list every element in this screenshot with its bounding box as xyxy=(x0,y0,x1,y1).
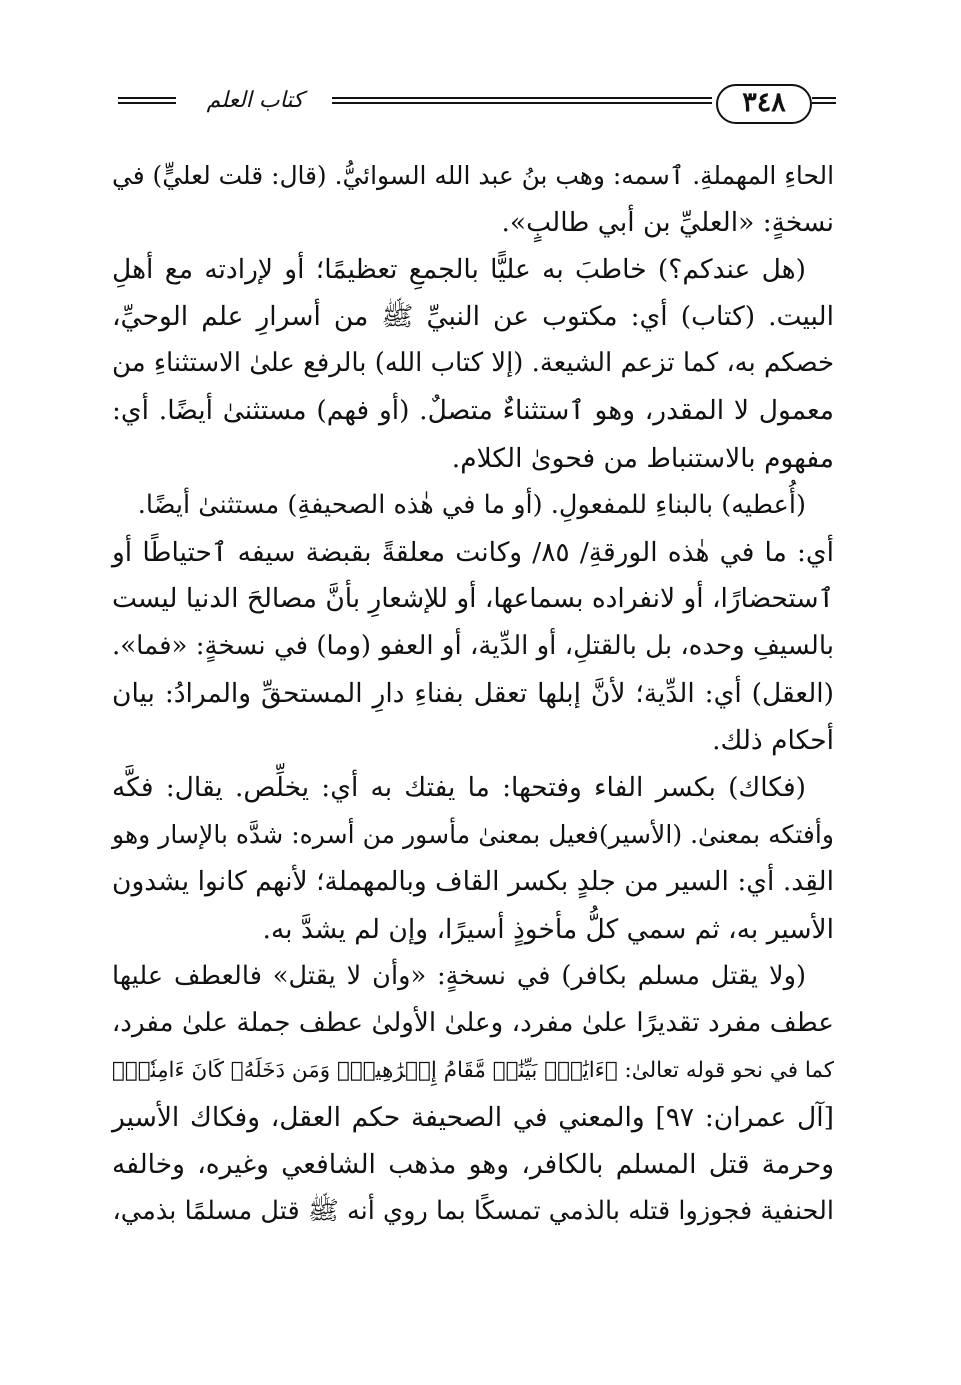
text-line: (فكاك) بكسر الفاء وفتحها: ما يفتك به أي: يخلِّص. يقال: فكَّه xyxy=(112,772,806,804)
text-line: أحكام ذلك. xyxy=(712,725,834,757)
header-rule-middle xyxy=(332,97,712,104)
text-line: كما في نحو قوله تعالىٰ: ﴿ءَايَٰتُۢ بَيِّنَٰتٞ مَّقَامُ إِبۡرَٰهِيمَۖ وَمَن دَخَلَهُۥ كَانَ ءَامِنٗاۗ﴾ xyxy=(112,1057,834,1083)
text-line: (أُعطيه) بالبناءِ للمفعولِ. (أو ما في هٰذه الصحيفةِ) مستثنىٰ أيضًا. xyxy=(137,489,806,520)
text-line: [آل عمران: ٩٧] والمعني في الصحيفة حكم العقل، وفكاك الأسير xyxy=(112,1101,834,1133)
text-line: بالسيفِ وحده، بل بالقتلِ، أو الدِّية، أو العفو (وما) في نسخةٍ: «فما». xyxy=(112,630,834,661)
header-rule-left xyxy=(118,97,176,104)
text-line: البيت. (كتاب) أي: مكتوب عن النبيِّ ﷺ من أسرارِ علم الوحيِّ، xyxy=(112,301,834,333)
text-line: (هل عندكم؟) خاطبَ به عليًّا بالجمعِ تعظيمًا؛ أو لإرادته مع أهلِ xyxy=(112,254,806,286)
page-header xyxy=(118,82,830,126)
paragraph xyxy=(112,764,834,952)
text-line: أي: ما في هٰذه الورقةِ/ ٨٥/ وكانت معلقةً بقبضة سيفه ٱحتياطًا أو xyxy=(112,536,835,568)
running-title: كتاب العلم xyxy=(206,88,304,113)
text-line: وحرمة قتل المسلم بالكافر، وهو مذهب الشافعي وغيره، وخالفه xyxy=(112,1148,834,1180)
text-line: القِد. أي: السير من جلدٍ بكسر القاف وبالمهملة؛ لأنهم كانوا يشدون xyxy=(112,866,834,898)
paragraph xyxy=(112,529,834,764)
text-line: (ولا يقتل مسلم بكافر) في نسخةٍ: «وأن لا يقتل» فالعطف عليها xyxy=(112,960,806,991)
text-line: خصكم به، كما تزعم الشيعة. (إلا كتاب الله) بالرفع علىٰ الاستثناءِ من xyxy=(112,348,834,379)
text-line: الحاءِ المهملةِ. ٱسمه: وهب بنُ عبد الله السوائيُّ. (قال: قلت لعليٍّ) في xyxy=(112,161,834,190)
text-line: ٱستحضارًا، أو لانفراده بسماعها، أو للإشعارِ بأنَّ مصالحَ الدنيا ليست xyxy=(112,583,834,614)
text-line: معمول لا المقدر، وهو ٱستثناءٌ متصلٌ. (أو فهم) مستثنىٰ أيضًا. أي: xyxy=(112,395,834,427)
paragraph xyxy=(112,246,834,481)
paragraph xyxy=(112,152,834,246)
text-line: نسخةٍ: «العليِّ بن أبي طالبٍ». xyxy=(501,207,834,239)
text-line: وأفتكه بمعنىٰ. (الأسير)فعيل بمعنىٰ مأسور من أسره: شدَّه بالإسار وهو xyxy=(111,820,834,850)
text-line: الحنفية فجوزوا قتله بالذمي تمسكًا بما روي أنه ﷺ قتل مسلمًا بذمي، xyxy=(112,1196,834,1227)
text-line: عطف مفرد تقديرًا علىٰ مفرد، وعلىٰ الأولىٰ عطف جملة علىٰ مفرد، xyxy=(111,1007,834,1038)
paragraph xyxy=(112,482,834,529)
text-line: (العقل) أي: الدِّية؛ لأنَّ إبلها تعقل بفناءِ دارِ المستحقِّ والمرادُ: بيان xyxy=(112,678,834,710)
text-line: الأسير به، ثم سمي كلُّ مأخوذٍ أسيرًا، وإن لم يشدَّ به. xyxy=(262,913,834,945)
paragraph xyxy=(112,953,834,1236)
text-line: مفهوم بالاستنباط من فحوىٰ الكلام. xyxy=(451,442,834,474)
header-rule-right xyxy=(812,97,836,104)
page-body-text xyxy=(112,152,834,1235)
page-number: ٣٤٨ xyxy=(716,84,812,124)
